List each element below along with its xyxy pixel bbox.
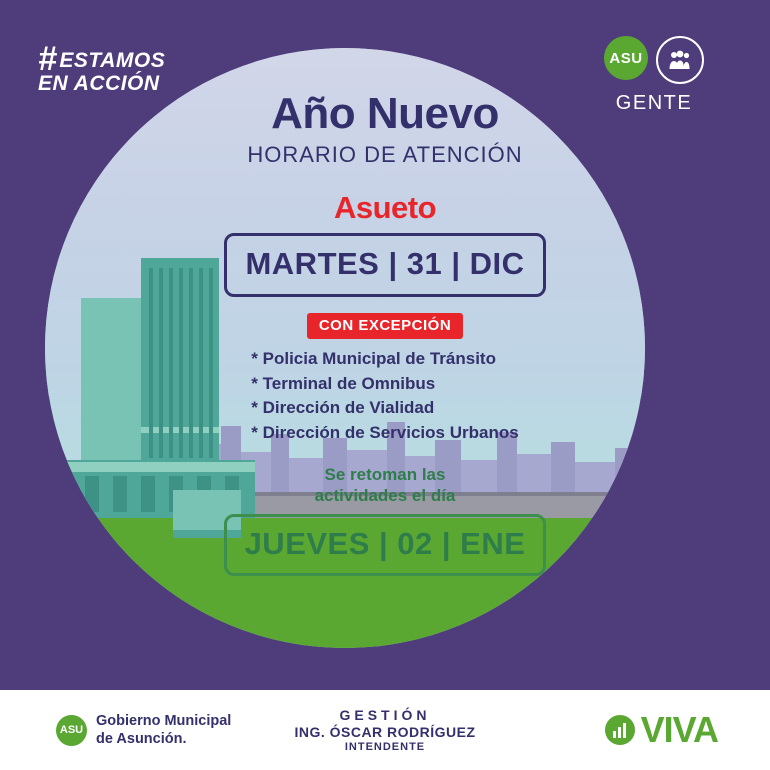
hash-icon: # bbox=[38, 40, 58, 78]
gente-label: GENTE bbox=[615, 92, 693, 114]
asu-gente-badges bbox=[584, 36, 724, 84]
government-name-line-2: de Asunción. bbox=[96, 731, 187, 747]
viva-wordmark: VIVA bbox=[640, 709, 718, 750]
exception-list bbox=[251, 347, 518, 446]
resume-note-line-2: actividades el día bbox=[314, 485, 456, 505]
asu-gente-logo bbox=[584, 36, 724, 115]
asu-badge: ASU bbox=[604, 36, 648, 80]
signal-bars-icon bbox=[605, 715, 635, 745]
list-item: * Dirección de Vialidad bbox=[251, 398, 435, 418]
intendente-role: INTENDENTE bbox=[344, 741, 426, 753]
asueto-label: Asueto bbox=[333, 190, 437, 225]
resume-date-box: JUEVES | 02 | ENE bbox=[224, 514, 546, 576]
viva-logo bbox=[605, 709, 718, 750]
exception-tag: CON EXCEPCIÓN bbox=[307, 313, 463, 339]
page-title: Año Nuevo bbox=[271, 89, 499, 138]
resume-note-line-1: Se retoman las bbox=[324, 464, 446, 484]
people-icon bbox=[656, 36, 704, 84]
list-item: * Policia Municipal de Tránsito bbox=[251, 349, 496, 368]
intendente-name: ING. ÓSCAR RODRÍGUEZ bbox=[294, 724, 476, 740]
holiday-date-box: MARTES | 31 | DIC bbox=[224, 233, 546, 297]
list-item: * Terminal de Omnibus bbox=[251, 373, 436, 393]
gestion-label: GESTIÓN bbox=[339, 707, 431, 723]
estamos-en-accion-logo bbox=[38, 40, 166, 96]
asu-badge-footer: ASU bbox=[56, 715, 87, 746]
page-subtitle: HORARIO DE ATENCIÓN bbox=[247, 142, 523, 167]
list-item: * Dirección de Servicios Urbanos bbox=[251, 422, 519, 442]
government-name-line-1: Gobierno Municipal bbox=[96, 712, 232, 729]
hashtag-line-2: EN ACCIÓN bbox=[38, 72, 160, 96]
announcement-content bbox=[185, 89, 585, 576]
resume-note bbox=[185, 464, 585, 507]
hashtag-line-1: ESTAMOS bbox=[59, 49, 166, 72]
footer bbox=[0, 690, 770, 770]
